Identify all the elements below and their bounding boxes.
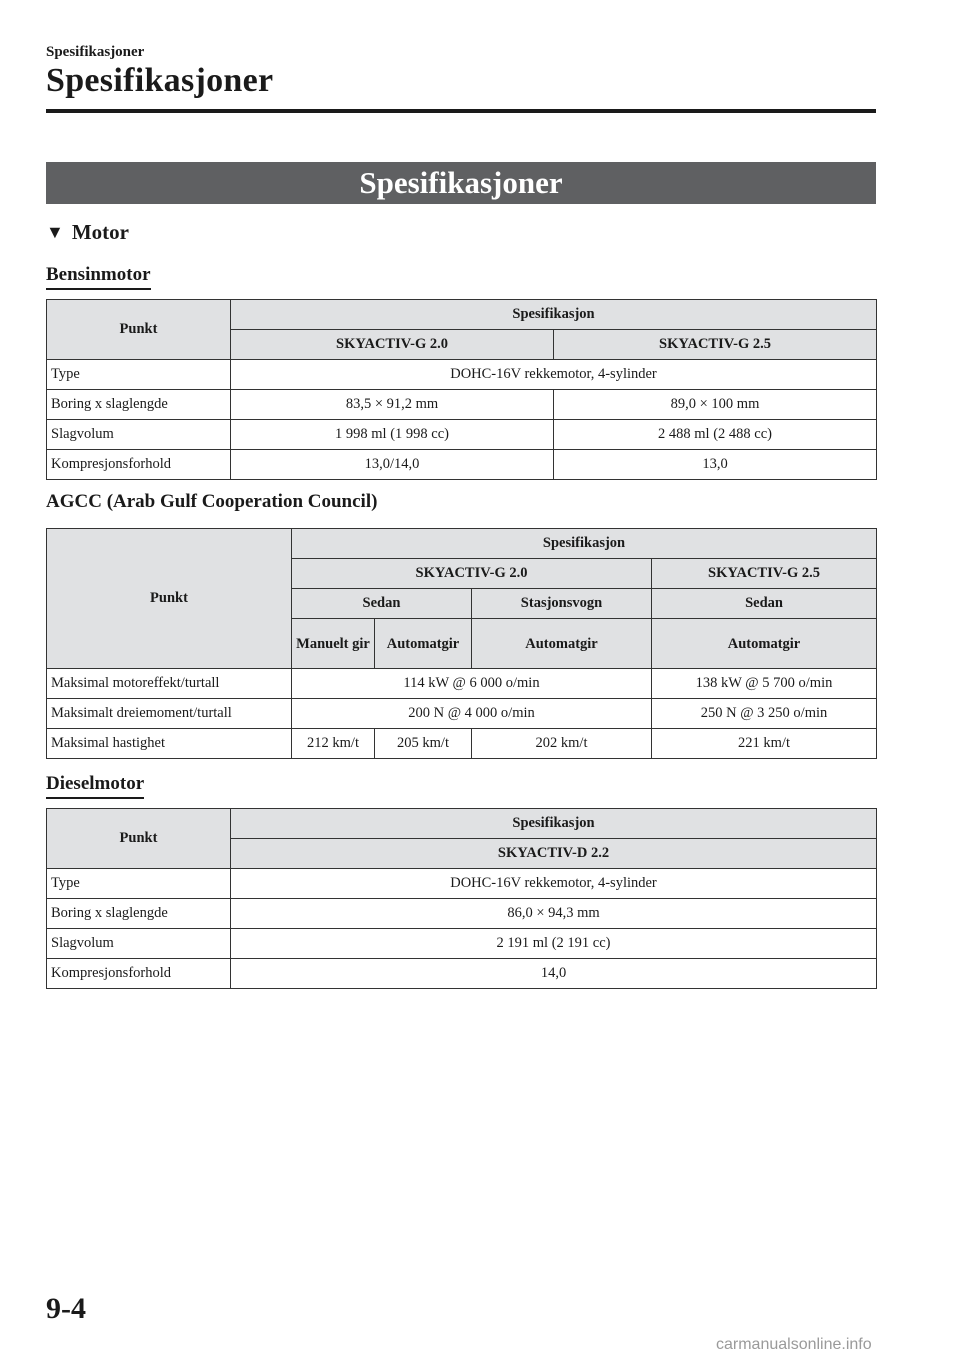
table-row (47, 959, 877, 989)
row-label: Maksimal motoreffekt/turtall (47, 669, 292, 699)
table-row (47, 669, 877, 699)
table-row (47, 899, 877, 929)
row-value: 89,0 × 100 mm (554, 390, 877, 420)
header-cell: Manuelt gir (292, 619, 375, 669)
row-value: 200 N @ 4 000 o/min (292, 699, 652, 729)
row-value: 114 kW @ 6 000 o/min (292, 669, 652, 699)
table-row (47, 729, 877, 759)
header-cell: Punkt (47, 809, 231, 869)
row-value: DOHC-16V rekkemotor, 4-sylinder (231, 360, 877, 390)
row-label: Boring x slaglengde (47, 390, 231, 420)
row-label: Type (47, 360, 231, 390)
motor-heading (46, 220, 129, 245)
header-cell: Stasjonsvogn (472, 589, 652, 619)
header-cell: SKYACTIV-D 2.2 (231, 839, 877, 869)
row-label: Maksimalt dreiemoment/turtall (47, 699, 292, 729)
row-label: Kompresjonsforhold (47, 450, 231, 480)
header-cell: Sedan (292, 589, 472, 619)
header-cell: Automatgir (652, 619, 877, 669)
row-value: 14,0 (231, 959, 877, 989)
header-cell: SKYACTIV-G 2.5 (652, 559, 877, 589)
table-row (47, 450, 877, 480)
row-value: 86,0 × 94,3 mm (231, 899, 877, 929)
table-row (47, 390, 877, 420)
page-number: 9-4 (46, 1292, 86, 1325)
agcc-heading: AGCC (Arab Gulf Cooperation Council) (46, 491, 378, 512)
row-value: 2 488 ml (2 488 cc) (554, 420, 877, 450)
triangle-down-icon: ▼ (46, 222, 64, 242)
header-cell: Sedan (652, 589, 877, 619)
motor-heading-label: Motor (71, 220, 129, 244)
header-cell: SKYACTIV-G 2.0 (292, 559, 652, 589)
row-label: Slagvolum (47, 929, 231, 959)
row-label: Maksimal hastighet (47, 729, 292, 759)
row-value: 83,5 × 91,2 mm (231, 390, 554, 420)
header-cell: Automatgir (375, 619, 472, 669)
header-cell: Spesifikasjon (231, 809, 877, 839)
row-value: 138 kW @ 5 700 o/min (652, 669, 877, 699)
row-label: Type (47, 869, 231, 899)
watermark: carmanualsonline.info (716, 1336, 872, 1353)
table-row (47, 869, 877, 899)
row-value: 2 191 ml (2 191 cc) (231, 929, 877, 959)
header-cell: Punkt (47, 300, 231, 360)
row-value: 13,0/14,0 (231, 450, 554, 480)
agcc-table (46, 528, 877, 759)
bensin-table (46, 299, 877, 480)
row-value: 221 km/t (652, 729, 877, 759)
row-value: DOHC-16V rekkemotor, 4-sylinder (231, 869, 877, 899)
table-row (47, 420, 877, 450)
chapter-title: Spesifikasjoner (46, 62, 274, 99)
header-cell: SKYACTIV-G 2.5 (554, 330, 877, 360)
header-cell: Punkt (47, 529, 292, 669)
row-value: 202 km/t (472, 729, 652, 759)
running-header: Spesifikasjoner (46, 44, 145, 60)
row-value: 205 km/t (375, 729, 472, 759)
diesel-table (46, 808, 877, 989)
section-banner: Spesifikasjoner (46, 162, 876, 204)
bensin-heading: Bensinmotor (46, 264, 151, 290)
table-row (47, 360, 877, 390)
row-label: Boring x slaglengde (47, 899, 231, 929)
row-value: 13,0 (554, 450, 877, 480)
header-rule (46, 109, 876, 113)
header-cell: Spesifikasjon (231, 300, 877, 330)
table-row (47, 699, 877, 729)
row-value: 1 998 ml (1 998 cc) (231, 420, 554, 450)
diesel-heading: Dieselmotor (46, 773, 144, 799)
row-value: 212 km/t (292, 729, 375, 759)
row-label: Slagvolum (47, 420, 231, 450)
row-value: 250 N @ 3 250 o/min (652, 699, 877, 729)
table-row (47, 929, 877, 959)
row-label: Kompresjonsforhold (47, 959, 231, 989)
header-cell: Spesifikasjon (292, 529, 877, 559)
header-cell: SKYACTIV-G 2.0 (231, 330, 554, 360)
header-cell: Automatgir (472, 619, 652, 669)
